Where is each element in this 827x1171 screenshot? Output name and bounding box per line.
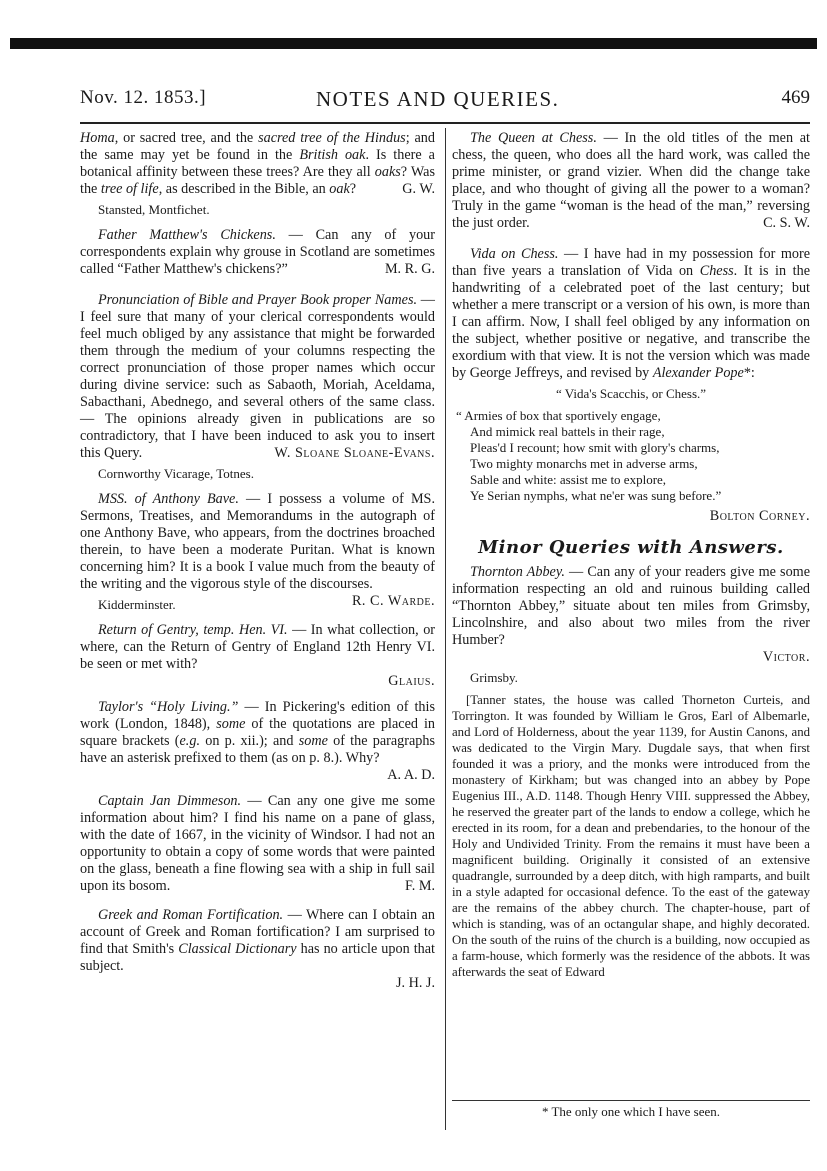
poem-line: Pleas'd I recount; how smit with glory's charms, xyxy=(470,440,720,455)
query-heading: Return of Gentry, temp. Hen. VI. xyxy=(98,622,288,638)
footnote-rule xyxy=(452,1100,810,1101)
footnote: * The only one which I have seen. xyxy=(541,1104,721,1119)
place-line: Kidderminster. xyxy=(98,597,176,612)
place-line: Stansted, Montfichet. xyxy=(98,202,210,217)
query-heading: Pronunciation of Bible and Prayer Book proper Names. xyxy=(98,292,418,308)
signature: Bolton Corney. xyxy=(709,508,810,524)
signature: R. C. Warde. xyxy=(351,593,435,609)
top-rule-bar xyxy=(10,38,817,49)
query-heading: Father Matthew's Chickens. xyxy=(98,227,276,243)
query-mss-anthony-bave: MSS. of Anthony Bave. — I possess a volume of MS. Sermons, Treatises, and Memorandums in the autograph of one Anthony Bave, who appears, from the doctrines broached therein, to have been a moderate Puritan. What is known concerning him? It is a book I value much from the beauty of the writing and the vigorous style of the discourses. R. C. Warde. xyxy=(80,491,435,609)
query-pronunciation: Pronunciation of Bible and Prayer Book proper Names. — I feel sure that many of your clerical correspondents would feel much obliged by any assistance that might be forwarded them through the medium of your columns respecting the correct pronunciation of those proper names which occur during divine service: such as Sabaoth, Moriah, Aceldama, Sabacthani, Abednego, and several others of the same class. — The opinions already given in publications are so contradictory, that I have been induced to ask you to insert this Query. W. Sloane Sloane-Evans. xyxy=(80,292,435,461)
query-return-of-gentry: Return of Gentry, temp. Hen. VI. — In what collection, or where, can the Return of Gentry of England 12th Henry VI. be seen or met with? xyxy=(80,622,436,672)
poem-line: Two mighty monarchs met in adverse arms, xyxy=(470,456,698,471)
query-captain-jan-dimmeson: Captain Jan Dimmeson. — Can any one give me some information about him? I find his name on a pane of glass, with the date of 1667, in the vicinity of Windsor. I had not an opportunity to obtain a copy of some words that were painted on the glass, beneath a fine flowing sea with a ship in full sail upon its bosom. F. M. xyxy=(80,793,435,894)
query-father-matthews-chickens: Father Matthew's Chickens. — Can any of your correspondents explain why grouse in Scotland are sometimes called “Father Matthew's chickens?” M. R. G. xyxy=(80,227,435,277)
poem-line: Sable and white: assist me to explore, xyxy=(470,472,667,487)
query-heading: The Queen at Chess. xyxy=(470,130,597,146)
signature: A. A. D. xyxy=(387,767,435,783)
signature: Glaius. xyxy=(388,673,435,689)
left-column xyxy=(80,130,435,992)
section-title: Minor Queries with Answers. xyxy=(478,537,784,558)
signature: C. S. W. xyxy=(763,215,810,231)
query-heading: Taylor's “Holy Living.” xyxy=(98,699,239,715)
poem-line: Ye Serian nymphs, what ne'er was sung before.” xyxy=(470,488,722,503)
signature: J. H. J. xyxy=(395,975,435,991)
query-thornton-abbey: Thornton Abbey. — Can any of your readers give me some information respecting an old and ruinous building called “Thornton Abbey,” situate about ten miles from Grimsby, Lincolnshire, and also about two miles from the river Humber? xyxy=(452,564,811,648)
signature: G. W. xyxy=(402,181,435,197)
page-number: 469 xyxy=(781,87,810,108)
editorial-reply: [Tanner states, the house was called Thorneton Curteis, and Torrington. It was founded by William le Gros, Earl of Albemarle, and Lord of Holderness, about the year 1139, for Austin Canons, and was dedicated to the Virgin Mary. Dugdale says, that when first founded it was a priory, and the monks were introduced from the monastery of Kirkham; but was changed into an abbey by Pope Eugenius III., A.D. 1148. Though Henry VIII. suppressed the Abbey, he reserved the greater part of the lands to endow a college, which he erected in its room, for a dean and prebendaries, to the honour of the Holy and Undivided Trinity. From the remains it must have been a magnificent building. Originally it consisted of an extensive quadrangle, surrounded by a deep ditch, with high ramparts, and built in a style adapted for occasional defence. To the east of the gateway are the remains of the abbey church. The chapter-house, part of which is standing, was of an octangular shape, and highly decorated. On the south of the ruins of the church is a building, now occupied as a farm-house, which formerly was the residence of the abbots. It was afterwards the seat of Edward xyxy=(452,693,810,979)
query-heading: Vida on Chess. xyxy=(470,246,559,262)
poem xyxy=(456,408,810,504)
query-heading: Greek and Roman Fortification. xyxy=(98,907,284,923)
query-heading: Captain Jan Dimmeson. xyxy=(98,793,242,809)
header-date: Nov. 12. 1853.] xyxy=(80,87,207,108)
query-greek-roman-fortification: Greek and Roman Fortification. — Where can I obtain an account of Greek and Roman fortification? I am surprised to find that Smith's Classical Dictionary has no article upon that subject. xyxy=(80,907,435,974)
signature: M. R. G. xyxy=(384,261,435,277)
header-rule xyxy=(80,122,810,124)
column-divider xyxy=(445,128,446,1130)
header-title: NOTES AND QUERIES. xyxy=(316,87,560,111)
signature: W. Sloane Sloane-Evans. xyxy=(274,445,435,461)
poem-citation: “ Vida's Scacchis, or Chess.” xyxy=(555,386,707,401)
query-vida-on-chess: Vida on Chess. — I have had in my possession for more than five years a translation of Vida on Chess. It is in the handwriting of a celebrated poet of the last century; but whether a mere transcript or a version of his own, is more than I can affirm. Now, I shall feel obliged by any information on the subject, whether positive or negative, and transcribe the exordium with that view. It is not the version which was made by George Jeffreys, and revised by Alexander Pope*: xyxy=(452,246,811,381)
place-line: Cornworthy Vicarage, Totnes. xyxy=(98,466,254,481)
query-heading: MSS. of Anthony Bave. xyxy=(98,491,239,507)
poem-line: “ Armies of box that sportively engage, xyxy=(456,408,661,423)
query-holy-living: Taylor's “Holy Living.” — In Pickering's edition of this work (London, 1848), some of the quotations are placed in square brackets (e.g. on p. xii.); and some of the paragraphs have an asterisk prefixed to them (as on p. 8.). Why? xyxy=(80,699,435,766)
signature: F. M. xyxy=(404,878,435,894)
place-line: Grimsby. xyxy=(470,670,518,685)
right-column xyxy=(452,130,810,980)
query-heading: Thornton Abbey. xyxy=(470,564,565,580)
page-header xyxy=(80,87,810,117)
signature: Victor. xyxy=(762,649,810,665)
query-homa: Homa, or sacred tree, and the sacred tree of the Hindus; and the same may yet be found in the British oak. Is there a botanical affinity between these trees? Are they all oaks? Was the tree of life, as described in the Bible, an oak? G. W. xyxy=(80,130,435,197)
poem-line: And mimick real battels in their rage, xyxy=(470,424,665,439)
query-queen-at-chess: The Queen at Chess. — In the old titles of the men at chess, the queen, who does all the hard work, was called the prime minister, or grand vizier. When did the change take place, and who thought of giving all the power to a woman? Truly in the game “woman is the head of the man,” reversing the just order. C. S. W. xyxy=(452,130,810,231)
